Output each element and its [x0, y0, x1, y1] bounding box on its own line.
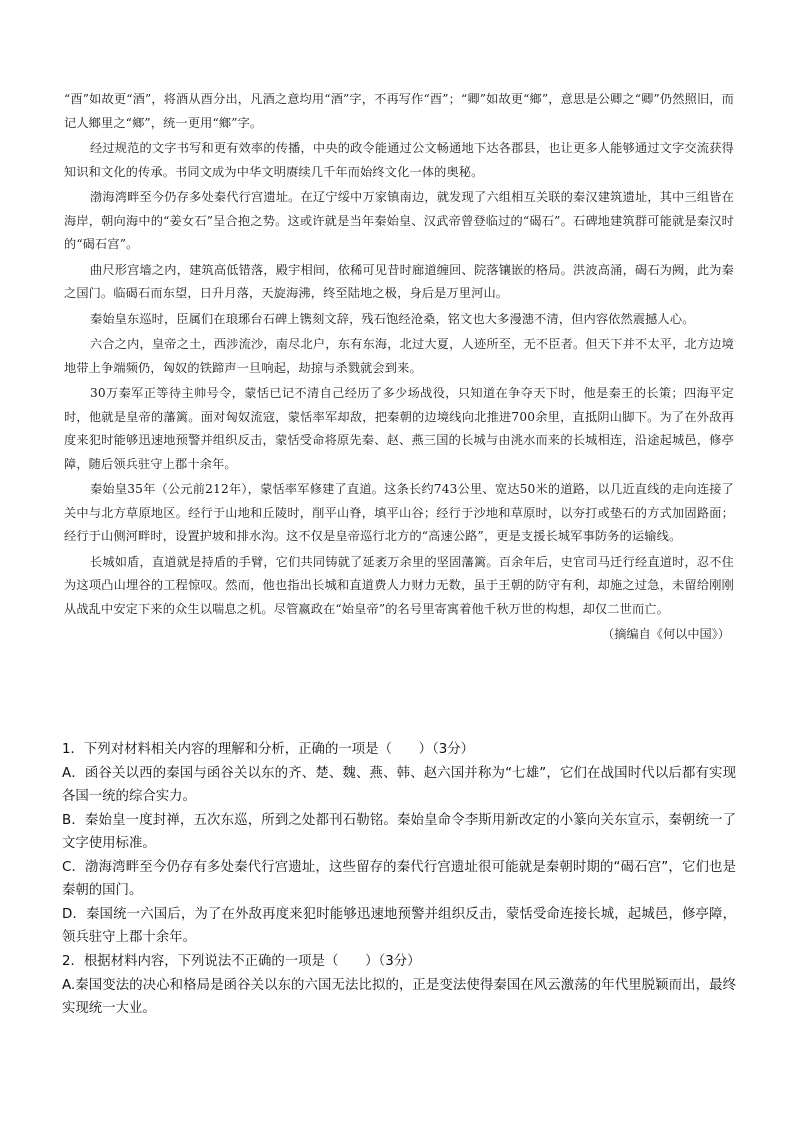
passage-paragraph: 六合之内，皇帝之土，西涉流沙，南尽北户，东有东海，北过大夏，人迹所至，无不臣者。但天下并不太平，北方边境地带上争端频仍，匈奴的铁蹄声一旦响起，劫掠与杀戮就会到来。 [64, 336, 734, 375]
question-2-option-a: A.秦国变法的决心和格局是函谷关以东的六国无法比拟的，正是变法使得秦国在风云激荡的年代里脱颖而出，最终实现统一大业。 [62, 978, 736, 1016]
question-1-option-c: C．渤海湾畔至今仍存有多处秦代行宫遗址，这些留存的秦代行宫遗址很可能就是秦朝时期的“碣石宫”，它们也是秦朝的国门。 [62, 860, 736, 898]
question-1-option-b: B．秦始皇一度封禅，五次东巡，所到之处都刊石勒铭。秦始皇命令李斯用新改定的小篆向关东宣示，秦朝统一了文字使用标准。 [62, 813, 736, 851]
passage-paragraph: 秦始皇35年（公元前212年），蒙恬率军修建了直道。这条长约743公里、宽达50米的道路，以几近直线的走向连接了关中与北方草原地区。经行于山地和丘陵时，削平山脊，填平山谷；经行于沙地和草原时，以夯打或垫石的方式加固路面；经行于山侧河畔时，设置护坡和排水沟。这不仅是皇帝巡行北方的“高速公路”，更是支援长城军事防务的运输线。 [64, 482, 734, 544]
passage-paragraph: 渤海湾畔至今仍存多处秦代行宫遗址。在辽宁绥中万家镇南边，就发现了六组相互关联的秦汉建筑遗址，其中三组皆在海岸，朝向海中的“姜女石”呈合抱之势。这或许就是当年秦始皇、汉武帝曾登临过的“碣石”。石碑地建筑群可能就是秦汉时的“碣石宫”。 [64, 189, 734, 252]
question-1-stem: 1．下列对材料相关内容的理解和分析，正确的一项是（ ）（3分） [62, 742, 475, 757]
reading-passage [64, 88, 734, 646]
passage-paragraph: “酉”如故更“酒”，将酒从酉分出，凡酒之意均用“酒”字，不再写作“酉”；“卿”如故更“鄉”，意思是公卿之“卿”仍然照旧，而记人鄉里之“鄉”，统一更用“鄉”字。 [64, 92, 734, 130]
passage-paragraph: 30万秦军正等待主帅号令，蒙恬已记不清自己经历了多少场战役，只知道在争夺天下时，他是秦王的长策；四海平定时，他就是皇帝的藩篱。面对匈奴流寇，蒙恬率军却敌，把秦朝的边境线向北推进700余里，直抵阴山脚下。为了在外敌再度来犯时能够迅速地预警并组织反击，蒙恬受命将原先秦、赵、燕三国的长城与由洮水而来的长城相连，沿途起城邑，修亭障，随后领兵驻守上郡十余年。 [64, 385, 734, 471]
question-1-option-a: A．函谷关以西的秦国与函谷关以东的齐、楚、魏、燕、韩、赵六国并称为“七雄”，它们在战国时代以后都有实现各国一统的综合实力。 [62, 766, 736, 804]
question-section [62, 738, 736, 1021]
passage-paragraph: 经过规范的文字书写和更有效率的传播，中央的政令能通过公文畅通地下达各郡县，也让更多人能够通过文字交流获得知识和文化的传承。书同文成为中华文明赓续几千年而始终文化一体的奥秘。 [64, 140, 734, 179]
passage-paragraph: 秦始皇东巡时，臣属们在琅琊台石碑上镌刻文辞，残石饱经沧桑，铭文也大多漫漶不清，但内容依然震撼人心。 [90, 311, 695, 326]
question-2-stem: 2．根据材料内容，下列说法不正确的一项是（ ）（3分） [62, 954, 421, 969]
question-1-option-d: D．秦国统一六国后，为了在外敌再度来犯时能够迅速地预警并组织反击，蒙恬受命连接长城，起城邑，修亭障，领兵驻守上郡十余年。 [62, 907, 736, 945]
passage-source: （摘编自《何以中国》） [602, 627, 730, 642]
passage-paragraph: 曲尺形宫墙之内，建筑高低错落，殿宇相间，依稀可见昔时廊道缠回、院落镶嵌的格局。洪波高涌，碣石为阙，此为秦之国门。临碣石而东望，日升月落，天旋海沸，终至陆地之极，身后是万里河山。 [64, 262, 734, 301]
passage-paragraph: 长城如盾，直道就是持盾的手臂，它们共同铸就了延袤万余里的坚固藩篱。百余年后，史官司马迁行经直道时，忍不住为这项凸山埋谷的工程惊叹。然而，他也指出长城和直道费人力财力无数，虽于王朝的防守有利，却施之过急，未留给刚刚从战乱中安定下来的众生以喘息之机。尽管嬴政在“始皇帝”的名号里寄寓着他千秋万世的构想，却仅二世而亡。 [64, 554, 734, 616]
